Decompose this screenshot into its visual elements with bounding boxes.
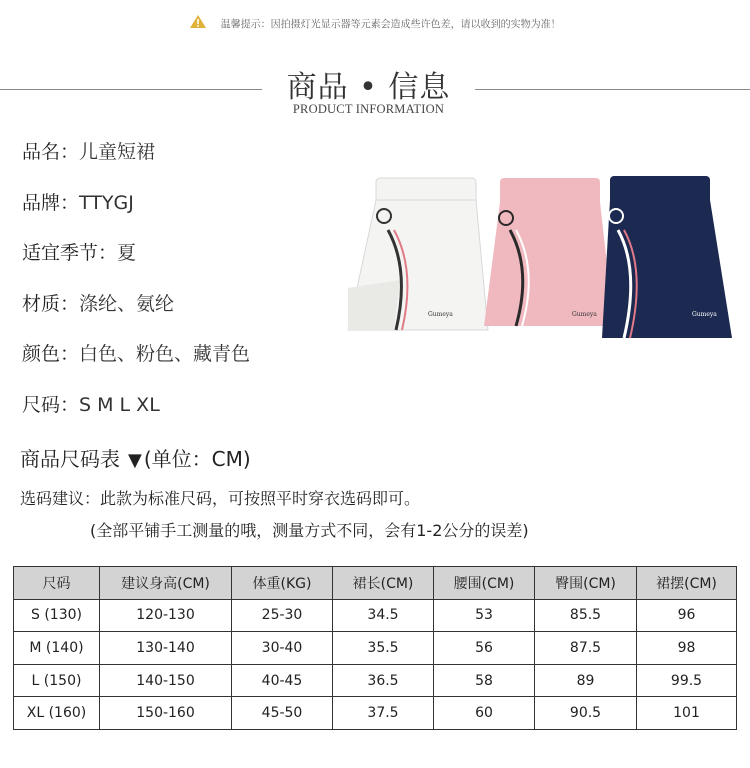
svg-text:Gumeya: Gumeya: [572, 311, 597, 318]
col-height: 建议身高(CM): [100, 567, 232, 600]
product-image-skirts: [340, 170, 740, 350]
size-chart-title: 商品尺码表 ▼ (单位：CM): [20, 447, 251, 471]
info-row-brand: 品牌：TTYGJ: [22, 191, 134, 214]
info-row-name: 品名：儿童短裙: [22, 141, 156, 163]
white-skirt: [348, 178, 488, 330]
product-info-list: [22, 137, 250, 440]
info-row-material: 材质：涤纶、氨纶: [22, 292, 175, 315]
col-hem: 裙摆(CM): [637, 567, 737, 600]
size-table: [13, 566, 737, 730]
info-row-size: 尺码：S M L XL: [22, 393, 160, 416]
table-row: M (140) 130-140 30-40 35.5 56 87.5 98: [14, 632, 737, 665]
info-row-season: 适宜季节：夏: [22, 242, 137, 264]
warning-icon: [189, 14, 207, 32]
page-title: 商品 • 信息: [286, 70, 451, 105]
info-row-color: 颜色：白色、粉色、藏青色: [22, 343, 251, 365]
pink-skirt: [484, 178, 614, 326]
size-advice: 选码建议：此款为标准尺码，可按照平时穿衣选码即可。: [20, 489, 421, 508]
notice-bar: [0, 14, 750, 32]
svg-text:Gumeya: Gumeya: [428, 311, 453, 318]
svg-text:Gumeya: Gumeya: [692, 311, 717, 318]
table-row: S (130) 120-130 25-30 34.5 53 85.5 96: [14, 599, 737, 632]
divider-left: [0, 89, 262, 90]
notice-text: 温馨提示：因拍摄灯光显示器等元素会造成些许色差，请以收到的实物为准！: [220, 19, 561, 31]
page-subtitle: PRODUCT INFORMATION: [292, 102, 445, 116]
table-header-row: [14, 567, 737, 600]
table-row: XL (160) 150-160 45-50 37.5 60 90.5 101: [14, 697, 737, 730]
section-header: [0, 62, 750, 122]
col-hip: 臀围(CM): [535, 567, 637, 600]
measure-note: (全部平铺手工测量的哦，测量方式不同，会有1-2公分的误差): [90, 521, 529, 540]
col-length: 裙长(CM): [333, 567, 434, 600]
navy-skirt: [602, 176, 732, 338]
triangle-down-icon: ▼: [128, 450, 142, 471]
col-weight: 体重(KG): [232, 567, 333, 600]
divider-right: [475, 89, 750, 90]
table-row: L (150) 140-150 40-45 36.5 58 89 99.5: [14, 664, 737, 697]
col-waist: 腰围(CM): [434, 567, 535, 600]
col-size: 尺码: [14, 567, 100, 600]
